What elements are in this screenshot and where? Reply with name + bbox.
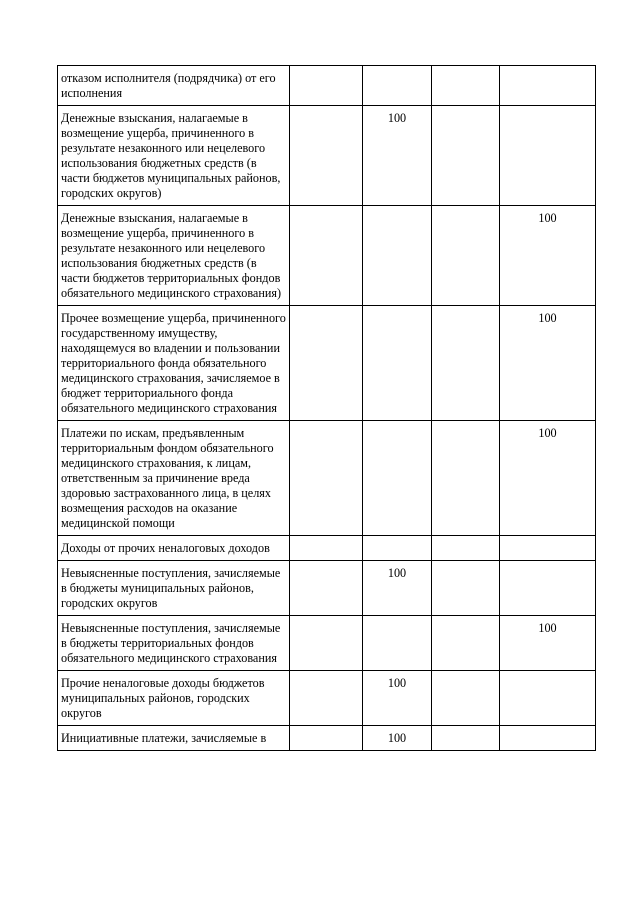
table-row: [58, 536, 596, 561]
share-cell: [290, 421, 363, 536]
share-cell: [363, 66, 432, 106]
share-cell: [432, 206, 500, 306]
share-cell: [363, 206, 432, 306]
revenue-description: Прочее возмещение ущерба, причиненного государственному имуществу, находящемуся во владении и пользовании территориального фонда обязательного медицинского страхования, зачисляемое в бюджет территориального фонда обязательного медицинского страхования: [58, 306, 290, 421]
share-cell: [432, 66, 500, 106]
share-cell: [432, 561, 500, 616]
share-cell: [432, 421, 500, 536]
table-row: [58, 106, 596, 206]
revenue-description: Инициативные платежи, зачисляемые в: [58, 726, 290, 751]
share-cell: [500, 66, 596, 106]
revenue-description: Денежные взыскания, налагаемые в возмещение ущерба, причиненного в результате незаконного или нецелевого использования бюджетных средств (в части бюджетов территориальных фондов обязательного медицинского страхования): [58, 206, 290, 306]
revenue-description: Прочие неналоговые доходы бюджетов муниципальных районов, городских округов: [58, 671, 290, 726]
revenue-distribution-table: [57, 65, 596, 751]
share-cell: [432, 616, 500, 671]
share-cell: [363, 306, 432, 421]
share-cell: [432, 106, 500, 206]
share-cell: 100: [363, 106, 432, 206]
share-cell: [290, 671, 363, 726]
share-cell: [500, 671, 596, 726]
share-cell: [363, 616, 432, 671]
share-cell: [290, 306, 363, 421]
revenue-description: Платежи по искам, предъявленным территориальным фондом обязательного медицинского страхования, к лицам, ответственным за причинение вреда здоровью застрахованного лица, в целях возмещения расходов на оказание медицинской помощи: [58, 421, 290, 536]
share-cell: 100: [500, 616, 596, 671]
share-cell: 100: [363, 671, 432, 726]
share-cell: [432, 306, 500, 421]
share-cell: 100: [500, 421, 596, 536]
table-row: [58, 671, 596, 726]
table-row: [58, 66, 596, 106]
revenue-description: Невыясненные поступления, зачисляемые в бюджеты территориальных фондов обязательного медицинского страхования: [58, 616, 290, 671]
share-cell: 100: [363, 726, 432, 751]
share-cell: 100: [500, 306, 596, 421]
share-cell: [432, 726, 500, 751]
share-cell: [500, 106, 596, 206]
table-row: [58, 726, 596, 751]
table-row: [58, 616, 596, 671]
share-cell: [500, 561, 596, 616]
share-cell: [290, 616, 363, 671]
table-row: [58, 206, 596, 306]
table-row: [58, 421, 596, 536]
revenue-description: Денежные взыскания, налагаемые в возмещение ущерба, причиненного в результате незаконного или нецелевого использования бюджетных средств (в части бюджетов муниципальных районов, городских округов): [58, 106, 290, 206]
share-cell: [432, 536, 500, 561]
share-cell: [290, 66, 363, 106]
share-cell: [290, 726, 363, 751]
share-cell: [363, 421, 432, 536]
revenue-description: отказом исполнителя (подрядчика) от его исполнения: [58, 66, 290, 106]
table-row: [58, 561, 596, 616]
share-cell: 100: [500, 206, 596, 306]
share-cell: 100: [363, 561, 432, 616]
table-row: [58, 306, 596, 421]
share-cell: [290, 536, 363, 561]
share-cell: [363, 536, 432, 561]
share-cell: [290, 561, 363, 616]
revenue-description: Доходы от прочих неналоговых доходов: [58, 536, 290, 561]
share-cell: [500, 536, 596, 561]
share-cell: [290, 106, 363, 206]
revenue-description: Невыясненные поступления, зачисляемые в бюджеты муниципальных районов, городских округов: [58, 561, 290, 616]
share-cell: [432, 671, 500, 726]
share-cell: [500, 726, 596, 751]
share-cell: [290, 206, 363, 306]
